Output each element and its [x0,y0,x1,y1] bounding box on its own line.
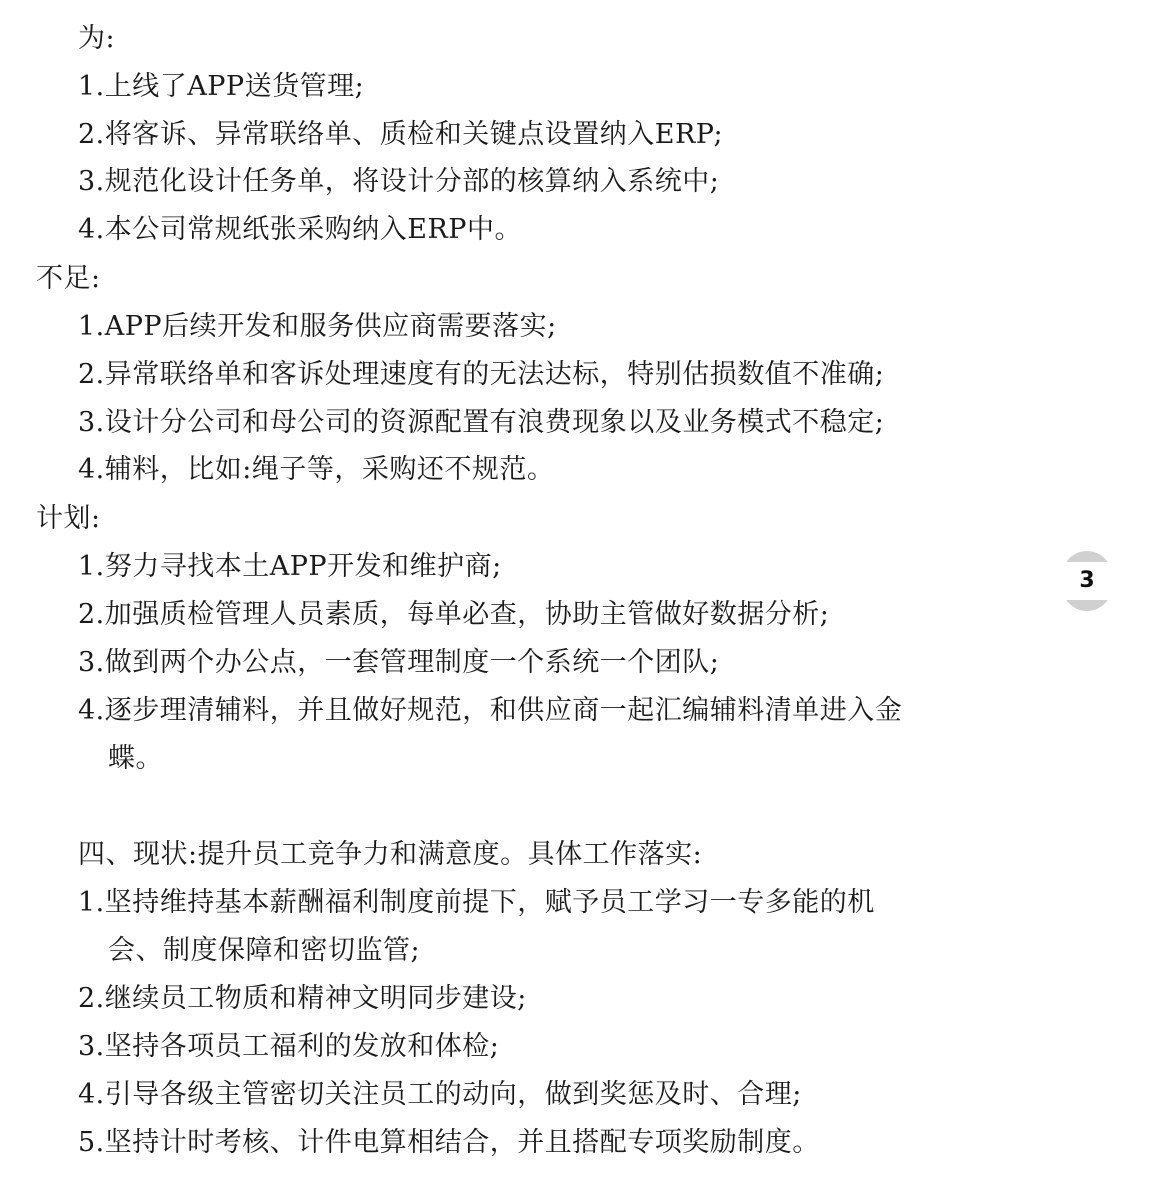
list-item: 3.做到两个办公点，一套管理制度一个系统一个团队; [78,647,720,678]
list-item: 1.努力寻找本土APP开发和维护商; [78,551,502,582]
section-heading: 不足: [36,263,101,294]
list-item: 4.引导各级主管密切关注员工的动向，做到奖惩及时、合理; [78,1079,802,1110]
page-number-badge [1062,551,1112,611]
section-heading: 计划: [36,503,101,534]
list-item: 3.规范化设计任务单，将设计分部的核算纳入系统中; [78,166,720,197]
list-item-continuation: 蝶。 [108,743,163,774]
list-item: 3.设计分公司和母公司的资源配置有浪费现象以及业务模式不稳定; [78,407,885,438]
list-item: 2.异常联络单和客诉处理速度有的无法达标，特别估损数值不准确; [78,359,885,390]
list-item: 3.坚持各项员工福利的发放和体检; [78,1031,500,1062]
page-number: 3 [1079,568,1095,593]
list-item: 2.加强质检管理人员素质，每单必查，协助主管做好数据分析; [78,599,830,630]
text-line: 为: [78,23,116,54]
list-item: 4.本公司常规纸张采购纳入ERP中。 [78,214,522,245]
list-item: 2.将客诉、异常联络单、质检和关键点设置纳入ERP; [78,119,724,150]
section-heading: 四、现状:提升员工竞争力和满意度。具体工作落实: [78,839,703,870]
list-item: 4.辅料，比如:绳子等，采购还不规范。 [78,454,555,485]
list-item-continuation: 会、制度保障和密切监管; [108,935,421,966]
list-item: 4.逐步理清辅料，并且做好规范，和供应商一起汇编辅料清单进入金 [78,695,903,726]
list-item: 1.坚持维持基本薪酬福利制度前提下，赋予员工学习一专多能的机 [78,887,875,918]
list-item: 5.坚持计时考核、计件电算相结合，并且搭配专项奖励制度。 [78,1127,820,1158]
list-item: 1.上线了APP送货管理; [78,71,365,102]
list-item: 1.APP后续开发和服务供应商需要落实; [78,311,557,342]
list-item: 2.继续员工物质和精神文明同步建设; [78,983,527,1014]
